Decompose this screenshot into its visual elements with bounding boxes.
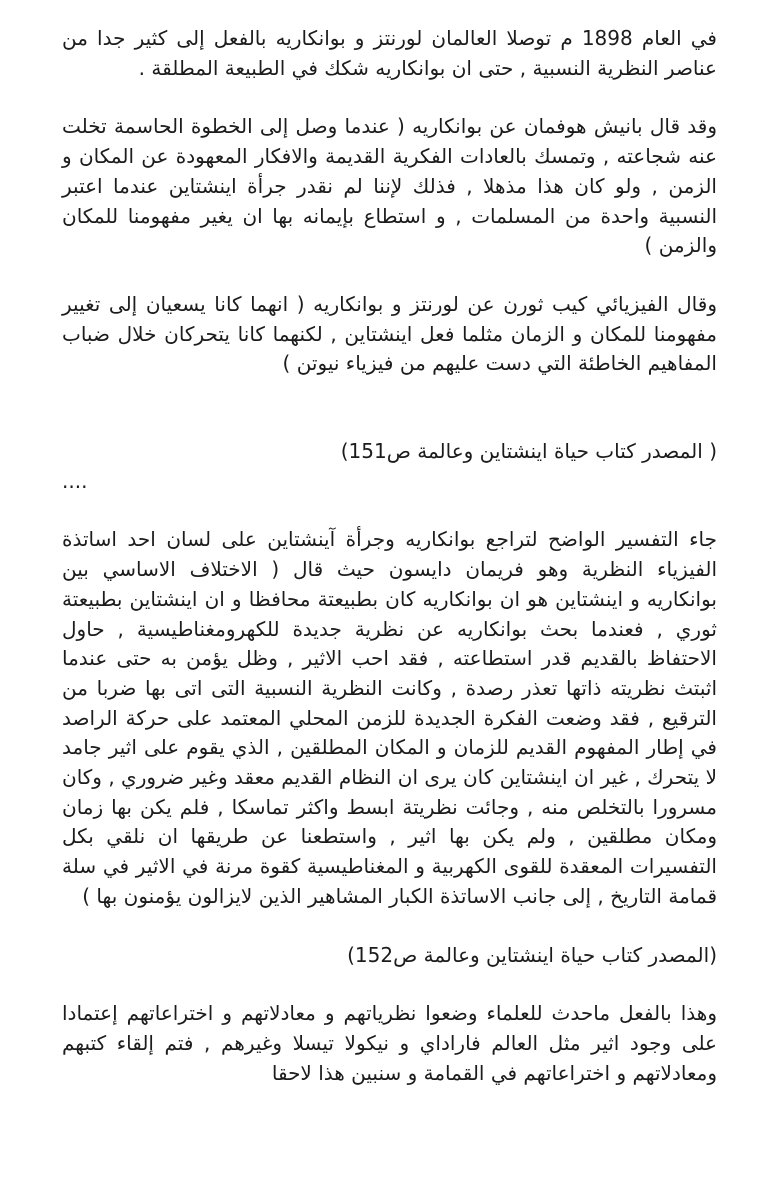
paragraph-gap xyxy=(62,379,717,437)
paragraph-thorne-quote: وقال الفيزيائي كيب ثورن عن لورنتز و بوانكاريه ( انهما كانا يسعيان إلى تغيير مفهومنا للمكان و الزمان مثلما فعل اينشتاين , لكنهما كانا يتحركان خلال ضباب المفاهيم الخاطئة التي دست عليهم من فيزياء نيوتن ) xyxy=(62,291,717,376)
paragraph-gap xyxy=(62,970,717,999)
paragraph-gap xyxy=(62,83,717,112)
paragraph-hoffmann-quote: وقد قال بانيش هوفمان عن بوانكاريه ( عندما وصل إلى الخطوة الحاسمة تخلت عنه شجاعته , وتمسك بالعادات الفكرية القديمة والافكار المعهودة عن المكان و الزمن , ولو كان هذا مذهلا , فذلك لإننا لم نقدر جرأة اينشتاين عندما اعتبر النسبية واحدة من المسلمات , و استطاع بإيمانه بها ان يغير مفهومنا للمكان والزمن ) xyxy=(62,114,717,258)
ellipsis-separator: .... xyxy=(62,468,88,493)
paragraph-conclusion: وهذا بالفعل ماحدث للعلماء وضعوا نظرياتهم و معادلاتهم و اختراعاتهم إعتمادا على وجود اثير مثل العالم فاراداي و نيكولا تيسلا وغيرهم , فتم إلقاء كتبهم ومعادلاتهم و اختراعاتهم في القمامة و سنبين هذا لاحقا xyxy=(62,1001,717,1085)
paragraph-1898-lorentz-poincare: في العام 1898 م توصلا العالمان لورنتز و بوانكاريه بالفعل إلى كثير جدا من عناصر النظرية النسبية , حتى ان بوانكاريه شكك في الطبيعة المطلقة . xyxy=(62,26,717,80)
source-citation-152: (المصدر كتاب حياة اينشتاين وعالمة ص152) xyxy=(347,942,717,967)
paragraph-gap xyxy=(62,912,717,941)
source-citation-151: ( المصدر كتاب حياة اينشتاين وعالمة ص151) xyxy=(340,439,717,464)
paragraph-gap xyxy=(62,261,717,290)
paragraph-gap xyxy=(62,496,717,525)
paragraph-dyson-quote: جاء التفسير الواضح لتراجع بوانكاريه وجرأة آينشتاين على لسان احد اساتذة الفيزياء النظرية وهو فريمان دايسون حيث قال ( الاختلاف الاساسي بين بوانكاريه و اينشتاين هو ان بوانكاريه كان بطبيعتة محافظا و ان اينشتاين بطبيعتة ثوري , فعندما بحث بوانكاريه عن نظرية جديدة للكهرومغناطيسية , حاول الاحتفاظ بالقديم قدر استطاعته , فقد احب الاثير , وظل يؤمن به حتى عندما اثبتث نظريته ذاتها تعذر رصدة , وكانت النظرية النسبية التى اتى بها ضربا من الترقيع , فقد وضعت الفكرة الجديدة للزمن المحلي المعتمد على حركة الراصد في إطار المفهوم القديم للزمان و المكان المطلقين , الذي يقوم على اثير جامد لا يتحرك , غير ان اينشتاين كان يرى ان النظام القديم معقد وغير ضروري , وكان مسرورا بالتخلص منه , وجائت نظريتة ابسط واكثر تماسكا , فلم يكن بها زمان ومكان مطلقين , ولم يكن بها اثير , واستطعنا عن طريقها ان نلقي بكل التفسيرات المعقدة للقوى الكهربية و المغناطيسية كقوة مرنة في الاثير في سلة قمامة التاريخ , إلى جانب الاساتذة الكبار المشاهير الذين لايزالون يؤمنون بها ) xyxy=(62,527,717,908)
